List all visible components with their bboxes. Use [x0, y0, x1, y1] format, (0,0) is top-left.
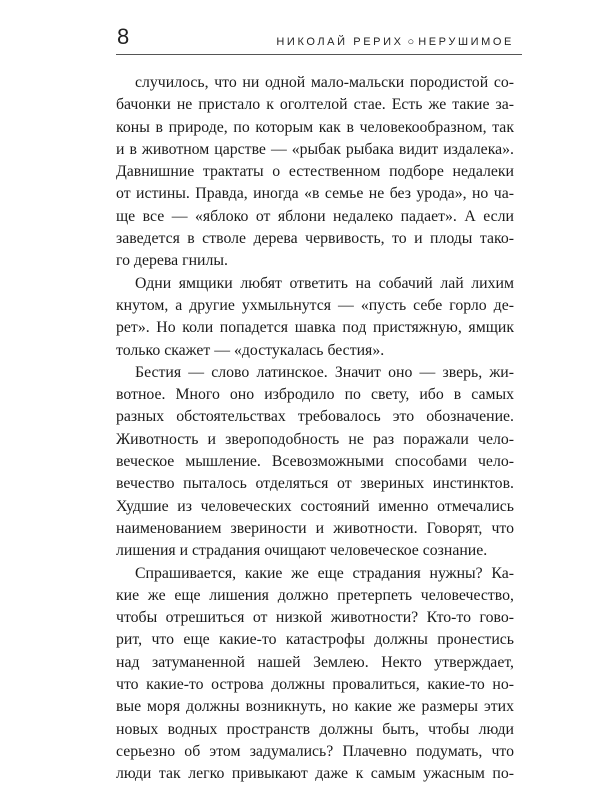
- text-line: го дерева гнилы.: [116, 252, 228, 270]
- text-line: веческое мышление. Всевозможными способами чело-: [116, 453, 514, 471]
- text-line: над затуманенной нашей Землею. Некто утверждает,: [116, 653, 514, 671]
- text-line: рит, что еще какие-то катастрофы должны пронестись: [116, 631, 514, 649]
- paragraph: [116, 273, 514, 362]
- text-line: Худшие из человеческих состояний именно отмечались: [116, 497, 514, 515]
- paragraph: [116, 72, 514, 273]
- body-text: [116, 72, 514, 786]
- text-line: Бестия — слово латинское. Значит оно — зверь, жи-: [135, 363, 514, 381]
- page-number: 8: [117, 24, 130, 49]
- text-line: вечество пыталось отделяться от звериных инстинктов.: [116, 475, 514, 493]
- text-line: Животность и звероподобность не раз поражали чело-: [116, 430, 514, 448]
- text-line: разных обстоятельствах требовалось это обозначение.: [116, 408, 514, 426]
- text-line: ще все — «яблоко от яблони недалеко падает». А если: [116, 207, 514, 225]
- text-line: кнутом, а другие ухмыльнутся — «пусть себе горло де-: [116, 296, 514, 314]
- text-line: Давнишние трактаты о естественном подборе недалеки: [116, 163, 514, 181]
- text-line: чтобы отрешиться от низкой животности? Кто-то гово-: [116, 609, 514, 627]
- text-line: вотное. Много оно избродило по свету, ибо в самых: [116, 386, 514, 404]
- running-head-author: НИКОЛАЙ РЕРИХ: [276, 36, 404, 48]
- text-line: рет». Но коли попадется шавка под пристяжную, ямщик: [116, 319, 514, 337]
- text-line: коны в природе, по которым как в человекообразном, так: [116, 118, 514, 136]
- text-line: вые моря должны возникнуть, но какие же размеры этих: [116, 698, 514, 716]
- paragraph: [116, 563, 514, 786]
- text-line: люди так легко привыкают даже к самым ужасным по-: [116, 765, 514, 783]
- text-line: бачонки не пристало к оголтелой стае. Есть же такие за-: [116, 96, 514, 114]
- text-line: новых водных пространств должны быть, чтобы люди: [116, 720, 514, 738]
- header-rule: [116, 54, 522, 55]
- running-head: [276, 36, 514, 48]
- text-line: и в животном царстве — «рыбак рыбака видит издалека».: [116, 140, 514, 158]
- text-line: наименованием звериности и животности. Говорят, что: [116, 519, 514, 537]
- text-line: Одни ямщики любят ответить на собачий лай лихим: [135, 274, 514, 292]
- paragraph: [116, 362, 514, 563]
- text-line: от истины. Правда, иногда «в семье не без урода», но ча-: [116, 185, 514, 203]
- text-line: серьезно об этом задумались? Плачевно подумать, что: [116, 742, 514, 760]
- text-line: что какие-то острова должны провалиться, какие-то но-: [116, 676, 514, 694]
- text-line: лишения и страдания очищают человеческое сознание.: [116, 542, 488, 560]
- text-line: кие же еще лишения должно претерпеть человечество,: [116, 586, 514, 604]
- text-line: только скажет — «достукалась бестия».: [116, 341, 385, 359]
- text-line: случилось, что ни одной мало-мальски породистой со-: [135, 74, 514, 91]
- running-head-title: НЕРУШИМОЕ: [418, 36, 514, 48]
- text-line: Спрашивается, какие же еще страдания нужны? Ка-: [135, 564, 514, 582]
- text-line: заведется в стволе дерева червивость, то и плоды тако-: [116, 230, 514, 248]
- running-head-separator: ○: [407, 36, 415, 48]
